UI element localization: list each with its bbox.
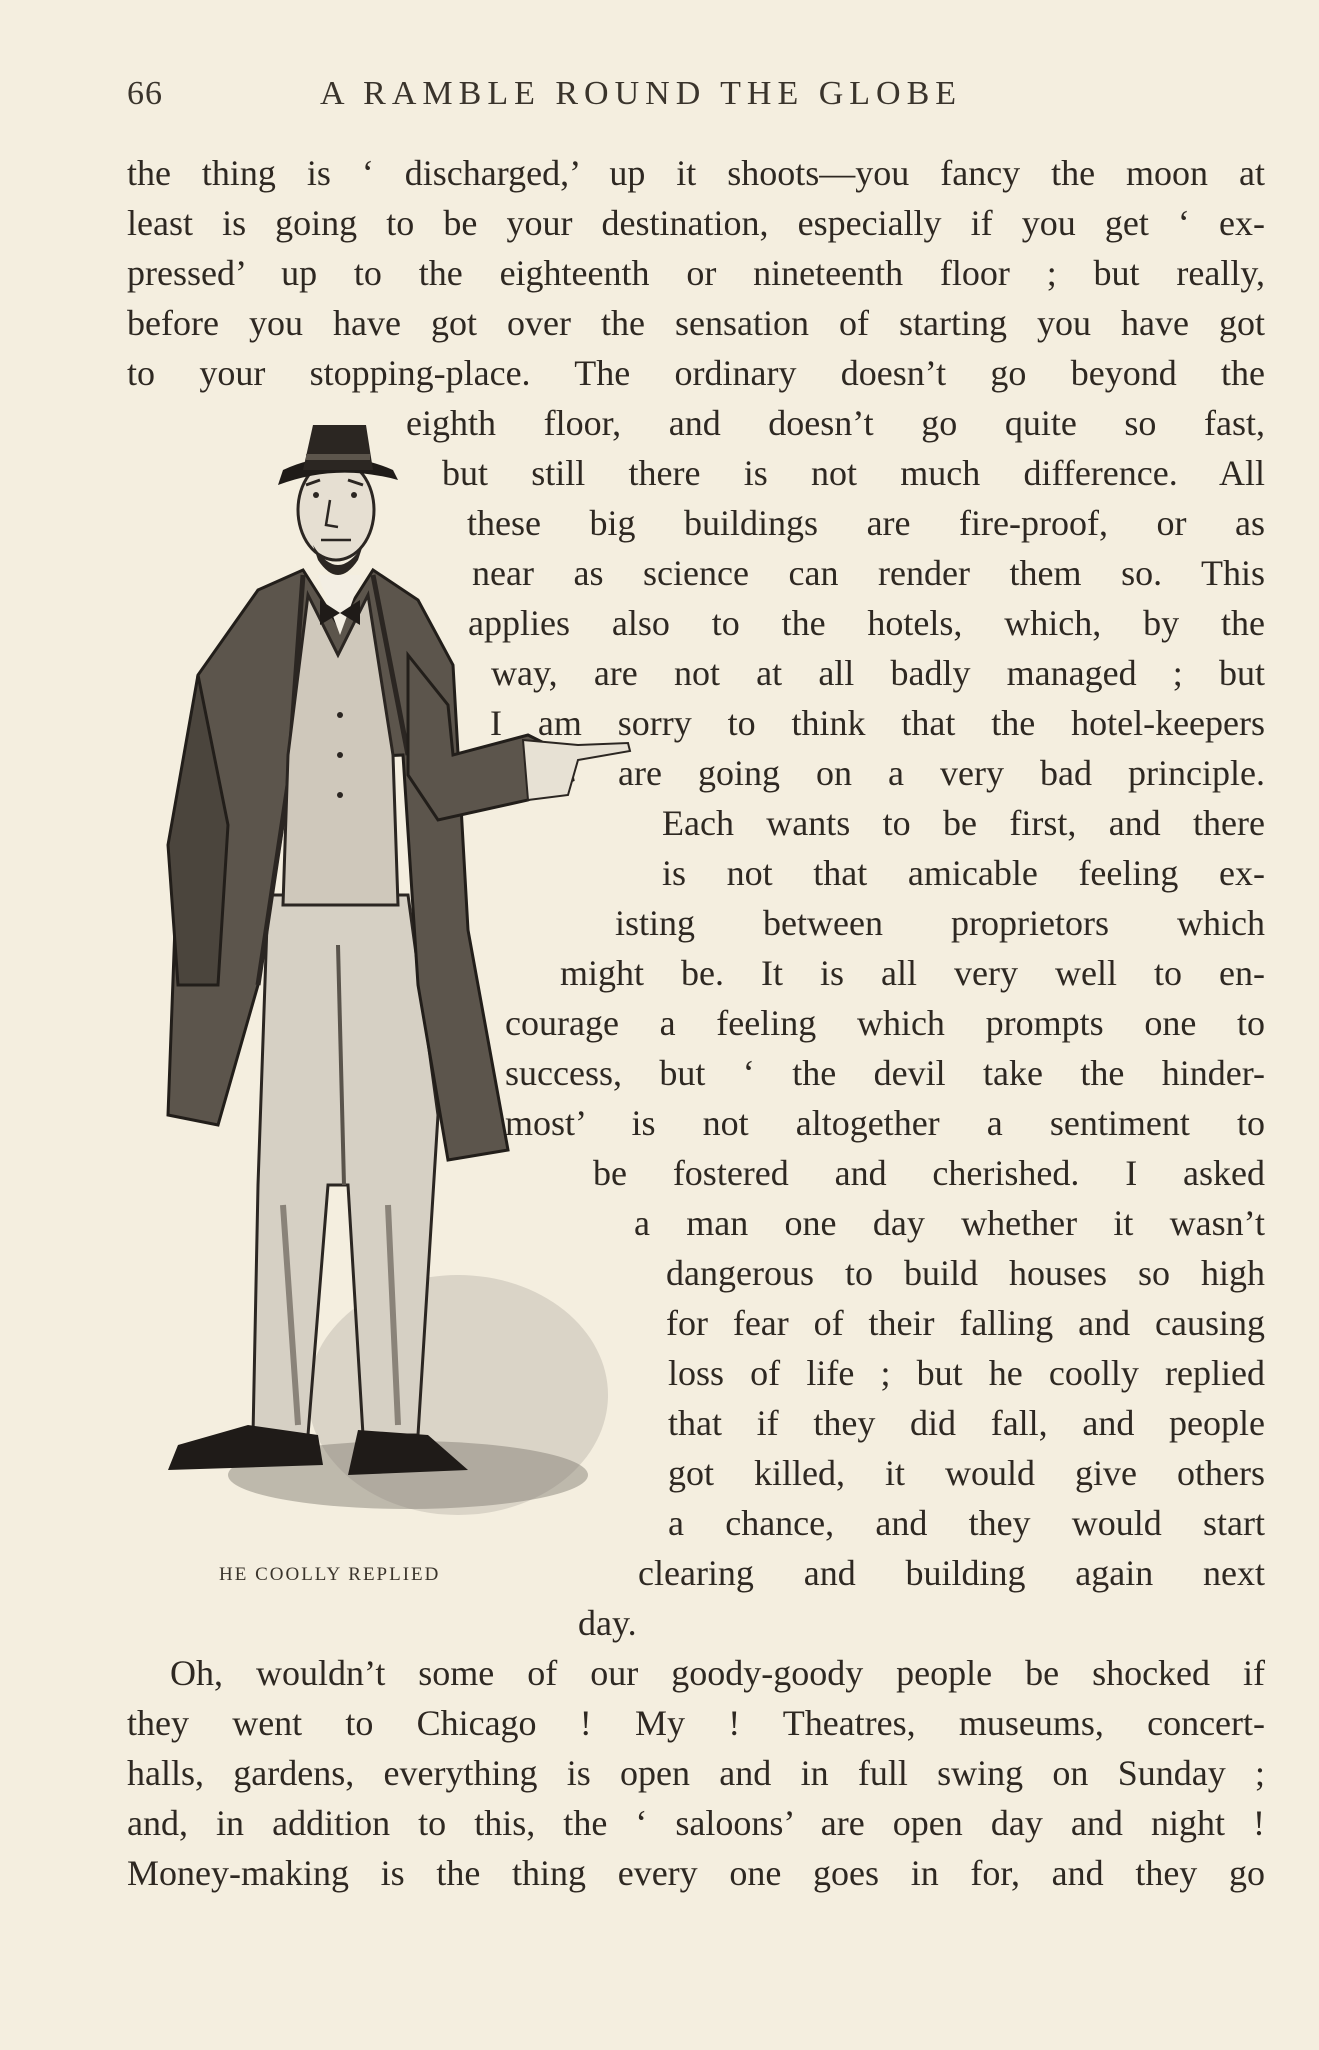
text-line: before you have got over the sensation of starting you have got [127, 303, 1265, 343]
text-line: courage a feeling which prompts one to [505, 1003, 1265, 1043]
text-line: I am sorry to think that the hotel-keepers [490, 703, 1265, 743]
text-line: got killed, it would give others [668, 1453, 1265, 1493]
text-line: clearing and building again next [638, 1553, 1265, 1593]
text-line: success, but ‘ the devil take the hinder- [505, 1053, 1265, 1093]
text-line: to your stopping-place. The ordinary doesn’t go beyond the [127, 353, 1265, 393]
text-line: that if they did fall, and people [668, 1403, 1265, 1443]
text-line: way, are not at all badly managed ; but [491, 653, 1265, 693]
text-line: but still there is not much difference. All [442, 453, 1265, 493]
text-line: day. [578, 1603, 637, 1643]
text-line: near as science can render them so. This [472, 553, 1265, 593]
text-line: Each wants to be first, and there [662, 803, 1265, 843]
text-line: Money-making is the thing every one goes in for, and they go [127, 1853, 1265, 1893]
text-line: for fear of their falling and causing [666, 1303, 1265, 1343]
text-line: might be. It is all very well to en- [560, 953, 1265, 993]
text-line: dangerous to build houses so high [666, 1253, 1265, 1293]
text-line: a man one day whether it wasn’t [634, 1203, 1265, 1243]
text-line: are going on a very bad principle. [618, 753, 1265, 793]
text-line: these big buildings are fire-proof, or as [467, 503, 1265, 543]
text-line: most’ is not altogether a sentiment to [505, 1103, 1265, 1143]
text-line: they went to Chicago ! My ! Theatres, museums, concert- [127, 1703, 1265, 1743]
text-line: be fostered and cherished. I asked [593, 1153, 1265, 1193]
text-line: Oh, wouldn’t some of our goody-goody people be shocked if [170, 1653, 1265, 1693]
text-line: is not that amicable feeling ex- [662, 853, 1265, 893]
man-in-hat-pointing-illustration [108, 425, 648, 1545]
text-line: applies also to the hotels, which, by the [468, 603, 1265, 643]
illustration-caption: HE COOLLY REPLIED [219, 1564, 441, 1585]
page-header [127, 75, 1267, 119]
text-line: eighth floor, and doesn’t go quite so fast, [406, 403, 1265, 443]
text-line: isting between proprietors which [615, 903, 1265, 943]
text-line: pressed’ up to the eighteenth or nineteenth floor ; but really, [127, 253, 1265, 293]
text-line: and, in addition to this, the ‘ saloons’ are open day and night ! [127, 1803, 1265, 1843]
text-line: least is going to be your destination, especially if you get ‘ ex- [127, 203, 1265, 243]
page-number: 66 [127, 75, 163, 112]
running-title: A RAMBLE ROUND THE GLOBE [320, 75, 963, 112]
text-line: the thing is ‘ discharged,’ up it shoots—you fancy the moon at [127, 153, 1265, 193]
text-line: loss of life ; but he coolly replied [668, 1353, 1265, 1393]
text-line: halls, gardens, everything is open and in full swing on Sunday ; [127, 1753, 1265, 1793]
text-line: a chance, and they would start [668, 1503, 1265, 1543]
